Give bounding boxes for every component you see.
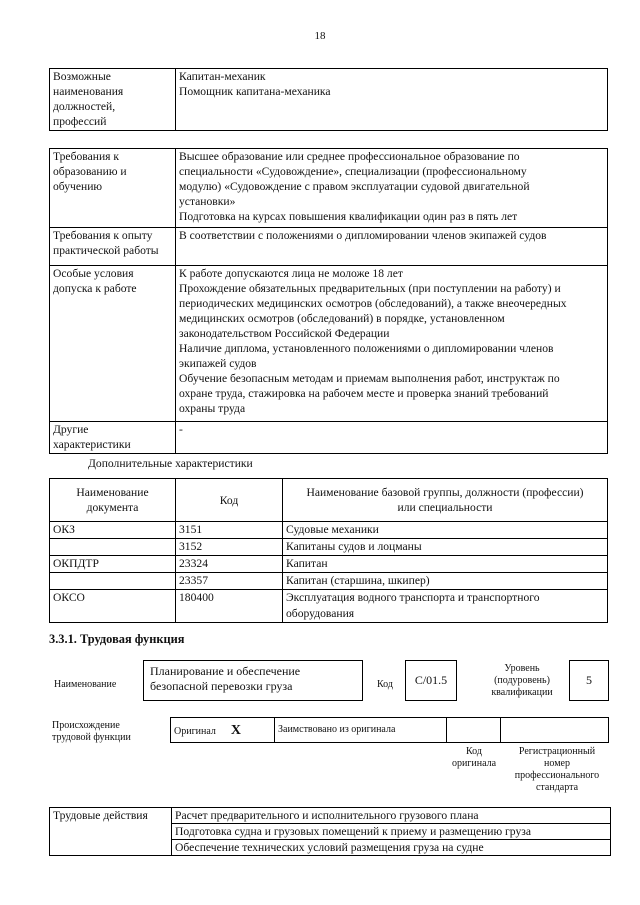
education-value: Высшее образование или среднее профессиональное образование по специальности «Судовождение», специализации (профессиональному модулю) «Судовождение с правом эксплуатации судовой двигательной установки» Подготовка на курсах повышения квалификации один раз в пять лет [176, 149, 608, 228]
code-label: Код [377, 679, 393, 690]
positions-values: Капитан-механик Помощник капитана-механика [176, 69, 608, 131]
doc-cell [50, 573, 176, 590]
borrowed-cell: Заимствовано из оригинала [275, 718, 447, 743]
name-cell: Судовые механики [283, 522, 608, 539]
table-row [50, 556, 608, 573]
code-cell: 23357 [176, 573, 283, 590]
labor-actions-label: Трудовые действия [50, 808, 172, 856]
table-row [50, 590, 608, 623]
labor-action-item: Подготовка судна и грузовых помещений к приему и размещению груза [172, 824, 611, 840]
code-cell: 3151 [176, 522, 283, 539]
education-label: Требования к образованию и обучению [50, 149, 176, 228]
labor-actions-table [49, 807, 611, 856]
special-conditions-label: Особые условия допуска к работе [50, 266, 176, 422]
table-row [50, 522, 608, 539]
code-cell: 23324 [176, 556, 283, 573]
additional-table [49, 478, 608, 623]
name-cell: Эксплуатация водного транспорта и транспортного оборудования [283, 590, 608, 623]
doc-cell: ОКСО [50, 590, 176, 623]
reg-number-cell [501, 718, 609, 743]
table-row [50, 149, 608, 228]
experience-label: Требования к опыту практической работы [50, 228, 176, 266]
name-cell: Капитан (старшина, шкипер) [283, 573, 608, 590]
other-characteristics-value: - [176, 422, 608, 454]
table-row [50, 422, 608, 454]
table-header-row [50, 479, 608, 522]
doc-header: Наименование документа [50, 479, 176, 522]
table-row [50, 228, 608, 266]
name-cell: Капитан [283, 556, 608, 573]
requirements-table [49, 148, 608, 454]
doc-cell: ОКЗ [50, 522, 176, 539]
original-mark: X [230, 722, 241, 738]
code-cell: 3152 [176, 539, 283, 556]
table-row [50, 539, 608, 556]
positions-label: Возможные наименования должностей, профессий [50, 69, 176, 131]
positions-table [49, 68, 608, 131]
doc-cell [50, 539, 176, 556]
doc-cell: ОКПДТР [50, 556, 176, 573]
level-label: Уровень (подуровень) квалификации [491, 663, 553, 698]
labor-action-item: Расчет предварительного и исполнительного грузового плана [172, 808, 611, 824]
reg-number-label: Регистрационный номер профессионального стандарта [514, 746, 600, 793]
origin-table [170, 717, 609, 743]
special-conditions-value: К работе допускаются лица не моложе 18 лет Прохождение обязательных предварительных (при поступлении на работу) и периодических медицинских осмотров (обследований), а также внеочередных медицинских осмотров (обследований) в порядке, установленном законодательством Российской Федерации Наличие диплома, установленного положениями о дипломировании членов экипажей судов Обучение безопасным методам и приемам выполнения работ, инструктаж по охране труда, стажировка на рабочем месте и проверка знаний требований охраны труда [176, 266, 608, 422]
section-title: 3.3.1. Трудовая функция [49, 632, 185, 646]
code-cell: 180400 [176, 590, 283, 623]
table-row [50, 573, 608, 590]
code-original-label: Код оригинала [451, 746, 497, 769]
table-row [50, 266, 608, 422]
page-number: 18 [314, 30, 326, 42]
additional-caption: Дополнительные характеристики [88, 457, 253, 470]
function-code-box: С/01.5 [405, 660, 457, 701]
labor-action-item: Обеспечение технических условий размещения груза на судне [172, 840, 611, 856]
other-characteristics-label: Другие характеристики [50, 422, 176, 454]
name-cell: Капитаны судов и лоцманы [283, 539, 608, 556]
original-cell: Оригинал X [171, 718, 275, 743]
origin-label: Происхождение трудовой функции [52, 720, 131, 743]
level-box: 5 [569, 660, 609, 701]
experience-value: В соответствии с положениями о дипломировании членов экипажей судов [176, 228, 608, 266]
code-original-cell [447, 718, 501, 743]
function-name-box: Планирование и обеспечение безопасной перевозки груза [143, 660, 363, 701]
table-row [50, 808, 611, 824]
code-header: Код [176, 479, 283, 522]
name-label: Наименование [54, 679, 117, 690]
name-header: Наименование базовой группы, должности (профессии) или специальности [283, 479, 608, 522]
